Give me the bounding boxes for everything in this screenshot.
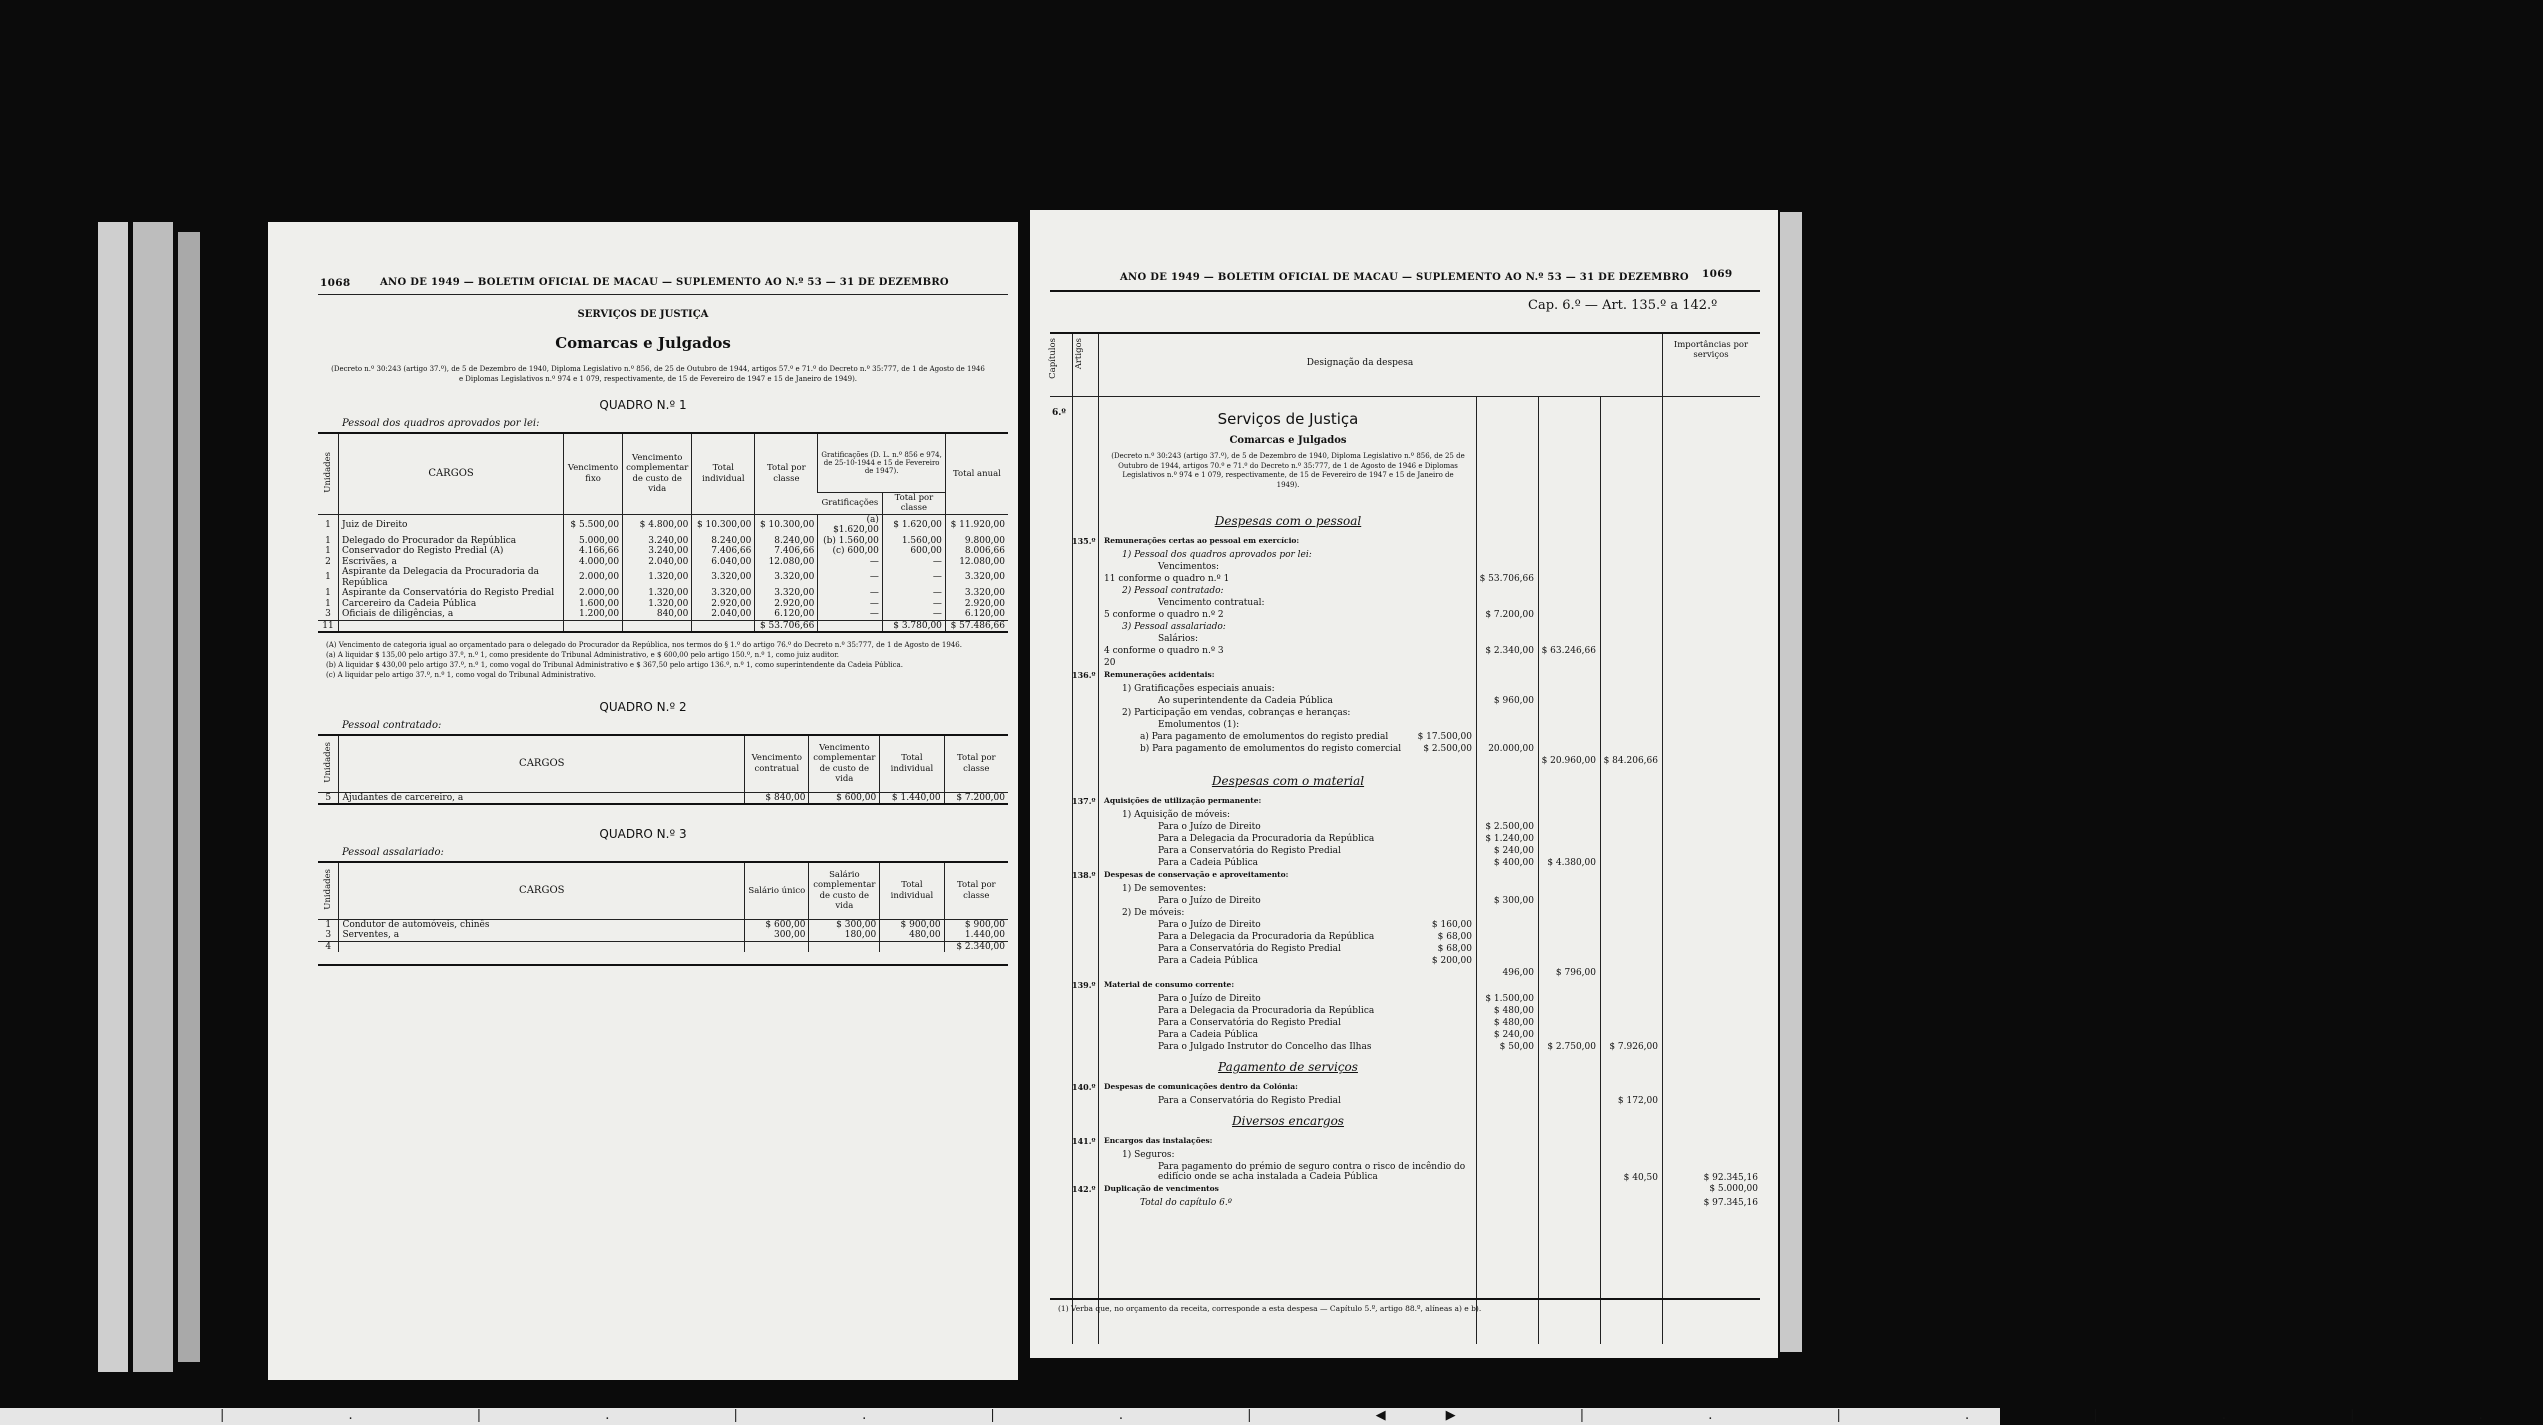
table-row bbox=[318, 930, 1008, 941]
cell-venc-comp: 1.320,00 bbox=[623, 567, 692, 588]
line-text: a) Para pagamento de emolumentos do registo predial bbox=[1140, 732, 1389, 742]
amount-c4: $ 97.345,16 bbox=[1703, 1198, 1758, 1208]
article-number: 138.º bbox=[1072, 870, 1096, 880]
cell-venc-comp: 3.240,00 bbox=[623, 546, 692, 557]
cell-cargo: Condutor de automóveis, chinês bbox=[339, 919, 745, 930]
cell-venc-fixo: 4.000,00 bbox=[564, 557, 623, 568]
amount-c1: $ 240,00 bbox=[1493, 1030, 1534, 1040]
cell-total-anual: $ 57.486,66 bbox=[945, 620, 1008, 632]
line-text: Para o Juízo de Direito bbox=[1158, 920, 1261, 930]
col-total-ind: Total individual bbox=[692, 434, 755, 514]
cell-venc-fixo: $ 5.500,00 bbox=[564, 514, 623, 536]
cell-total-classe: 3.320,00 bbox=[755, 588, 818, 599]
chapter-number: 6.º bbox=[1052, 408, 1066, 418]
line-text: 1) De semoventes: bbox=[1122, 884, 1207, 894]
line-text: Ao superintendente da Cadeia Pública bbox=[1158, 696, 1333, 706]
cell-grat: — bbox=[818, 567, 883, 588]
amount-c1: $ 300,00 bbox=[1493, 896, 1534, 906]
cell-total-classe: 6.120,00 bbox=[755, 609, 818, 620]
cell-cargo: Aspirante da Delegacia da Procuradoria da República bbox=[339, 567, 564, 588]
line-text: 1) Seguros: bbox=[1122, 1150, 1175, 1160]
line-text: Despesas de comunicações dentro da Colónia: bbox=[1104, 1082, 1298, 1091]
line-text: Despesas de conservação e aproveitamento: bbox=[1104, 870, 1289, 879]
quadro-3-title: QUADRO N.º 3 bbox=[599, 827, 687, 841]
table-row bbox=[318, 599, 1008, 610]
cell-venc-comp: 1.320,00 bbox=[623, 588, 692, 599]
quadro-1-title: QUADRO N.º 1 bbox=[599, 398, 687, 412]
bottom-strip bbox=[0, 1408, 2543, 1425]
cell-grat-total: — bbox=[882, 609, 945, 620]
cell-comp bbox=[809, 941, 880, 952]
article-number: 136.º bbox=[1072, 670, 1096, 680]
line-text: 3) Pessoal assalariado: bbox=[1122, 622, 1226, 632]
table-row bbox=[318, 609, 1008, 620]
amount-c3: $ 40,50 bbox=[1623, 1173, 1658, 1183]
cell-total-classe: $ 10.300,00 bbox=[755, 514, 818, 536]
cell-venc-comp: 3.240,00 bbox=[623, 536, 692, 547]
amount-c1: $ 240,00 bbox=[1493, 846, 1534, 856]
cell-grat: (c) 600,00 bbox=[818, 546, 883, 557]
amount-c1: $ 7.200,00 bbox=[1485, 610, 1534, 620]
table-row bbox=[318, 567, 1008, 588]
note-line: (b) A liquidar $ 430,00 pelo artigo 37.º, n.º 1, como vogal do Tribunal Administrativo e $ 367,50 pelo artigo 136.º, n.º 1, como superintendente da Cadeia Pública. bbox=[326, 661, 903, 669]
cell-sal: 300,00 bbox=[745, 930, 809, 941]
decree-note: (Decreto n.º 30:243 (artigo 37.º), de 5 de Dezembro de 1940, Diploma Legislativo n.º 856, de 25 de Outubro de 1944, artigos 57.º e 71.º do Decreto n.º 35:777, de 1 de Agosto de 1946 e Diplomas Legislativos n.º 974 e 1 079, respectivamente, de 15 de Fevereiro de 1947 e 15 de Janeiro de 1949). bbox=[331, 365, 985, 383]
table-row bbox=[318, 536, 1008, 547]
cell-unidades: 1 bbox=[325, 588, 331, 598]
cell-grat-total: — bbox=[882, 557, 945, 568]
cell-unidades: 11 bbox=[322, 620, 334, 631]
cell-ind: 480,00 bbox=[880, 930, 944, 941]
cell-grat-total: $ 3.780,00 bbox=[882, 620, 945, 632]
line-text: Remunerações acidentais: bbox=[1104, 670, 1215, 679]
amount-c3: $ 172,00 bbox=[1617, 1096, 1658, 1106]
col-comp: Vencimento complementar de custo de vida bbox=[809, 736, 880, 792]
quadro-1-notes bbox=[326, 640, 1006, 680]
amount-c3: $ 7.926,00 bbox=[1609, 1042, 1658, 1052]
line-text: Para a Conservatória do Registo Predial bbox=[1158, 846, 1341, 856]
line-text: Para a Conservatória do Registo Predial bbox=[1158, 1096, 1341, 1106]
cell-total-ind bbox=[692, 620, 755, 632]
section-title: SERVIÇOS DE JUSTIÇA bbox=[577, 309, 709, 320]
col-grat-total: Total por classe bbox=[882, 492, 945, 514]
table-row bbox=[318, 546, 1008, 557]
right-page bbox=[1030, 210, 1778, 1358]
cell-unidades: 1 bbox=[325, 919, 332, 930]
cell-total-anual: 3.320,00 bbox=[945, 588, 1008, 599]
line-text: Para o Juízo de Direito bbox=[1158, 994, 1261, 1004]
footnote: (1) Verba que, no orçamento da receita, corresponde a esta despesa — Capítulo 5.º, artigo 88.º, alíneas a) e b). bbox=[1058, 1304, 1482, 1313]
cell-classe: $ 2.340,00 bbox=[944, 941, 1008, 952]
cell-total-classe: 3.320,00 bbox=[755, 567, 818, 588]
cell-venc-comp: 840,00 bbox=[623, 609, 692, 620]
article-number: 140.º bbox=[1072, 1082, 1096, 1092]
amount-c0: $ 17.500,00 bbox=[1417, 732, 1472, 742]
col-comp: Salário complementar de custo de vida bbox=[809, 863, 880, 919]
amount-c1: 496,00 bbox=[1502, 968, 1534, 978]
cell-total-classe: 12.080,00 bbox=[755, 557, 818, 568]
cell-total-anual: $ 11.920,00 bbox=[945, 514, 1008, 536]
cell-venc-fixo: 1.600,00 bbox=[564, 599, 623, 610]
section-subtitle: Comarcas e Julgados bbox=[1229, 435, 1347, 446]
cell-unidades: 1 bbox=[325, 546, 331, 556]
book-edge bbox=[1780, 212, 1802, 1352]
decree-note: (Decreto n.º 30:243 (artigo 37.º), de 5 de Dezembro de 1940, Diploma Legislativo n.º 856, de 25 de Outubro de 1944, artigos 70.º e 71.º do Decreto n.º 35:777, de 1 de Agosto de 1946 e Diplomas Legislativos n.º 974 e 1 079, respectivamente, de 15 de Fevereiro de 1947 e 15 de Janeiro de 1949). bbox=[1111, 452, 1465, 489]
amount-c1: $ 400,00 bbox=[1493, 858, 1534, 868]
book-edge bbox=[178, 232, 200, 1362]
amount-c0: $ 200,00 bbox=[1431, 956, 1472, 966]
cell-venc: $ 840,00 bbox=[745, 792, 809, 804]
article-number: 141.º bbox=[1072, 1136, 1096, 1146]
col-classe: Total por classe bbox=[944, 736, 1008, 792]
cell-cargo: Oficiais de diligências, a bbox=[339, 609, 564, 620]
cell-unidades: 4 bbox=[325, 941, 332, 952]
cell-venc-comp: $ 4.800,00 bbox=[623, 514, 692, 536]
amount-c1: $ 480,00 bbox=[1493, 1006, 1534, 1016]
heading-text: Pagamento de serviços bbox=[1218, 1060, 1358, 1074]
cell-grat: — bbox=[818, 557, 883, 568]
line-text: Duplicação de vencimentos bbox=[1104, 1184, 1219, 1193]
cell-grat: — bbox=[818, 588, 883, 599]
amount-c0: $ 68,00 bbox=[1437, 944, 1472, 954]
note-line: (c) A liquidar pelo artigo 37.º, n.º 1, como vogal do Tribunal Administrativo. bbox=[326, 671, 596, 679]
cell-unidades: 1 bbox=[325, 535, 331, 546]
line-text: Para a Delegacia da Procuradoria da República bbox=[1158, 834, 1375, 844]
bottom-strip-marks: | . | . | . | . | ◀▶ | . | . | . | . bbox=[220, 1408, 2543, 1423]
cell-cargo: Serventes, a bbox=[339, 930, 745, 941]
line-text: 11 conforme o quadro n.º 1 bbox=[1104, 574, 1230, 584]
cell-cargo: Delegado do Procurador da República bbox=[339, 536, 564, 547]
cell-venc-fixo: 4.166,66 bbox=[564, 546, 623, 557]
cell-comp: $ 300,00 bbox=[809, 919, 880, 930]
note-line: (A) Vencimento de categoria igual ao orçamentado para o delegado do Procurador da República, nos termos do § 1.º do artigo 76.º do Decreto n.º 35:777, de 1 de Agosto de 1946. bbox=[326, 641, 962, 649]
amount-c1: $ 1.500,00 bbox=[1485, 994, 1534, 1004]
line-text: 2) De móveis: bbox=[1122, 908, 1185, 918]
cell-venc-fixo bbox=[564, 620, 623, 632]
amount-c0: $ 2.500,00 bbox=[1423, 744, 1472, 754]
amount-c1: $ 50,00 bbox=[1499, 1042, 1534, 1052]
line-text: Salários: bbox=[1158, 634, 1199, 644]
cell-unidades: 5 bbox=[325, 792, 332, 803]
quadro-3-subtitle: Pessoal assalariado: bbox=[342, 847, 444, 858]
cell-grat: — bbox=[818, 609, 883, 620]
line-text: 1) Gratificações especiais anuais: bbox=[1122, 684, 1275, 694]
line-text: 5 conforme o quadro n.º 2 bbox=[1104, 610, 1224, 620]
col-grat: Gratificações bbox=[818, 492, 883, 514]
col-unidades: Unidades bbox=[322, 868, 333, 910]
cell-cargo: Conservador do Registo Predial (A) bbox=[339, 546, 564, 557]
cell-unidades: 3 bbox=[325, 609, 331, 619]
line-text: Para pagamento do prémio de seguro contra o risco de incêndio do edifício onde se acha instalada a Cadeia Pública bbox=[1158, 1162, 1466, 1182]
col-importancias: Importâncias por serviços bbox=[1673, 340, 1749, 360]
cell-venc-fixo: 1.200,00 bbox=[564, 609, 623, 620]
amount-c2: $ 63.246,66 bbox=[1541, 646, 1596, 656]
col-cargos: CARGOS bbox=[339, 736, 745, 792]
col-designacao: Designação da despesa bbox=[1306, 358, 1414, 368]
line-text: Para o Julgado Instrutor do Concelho das Ilhas bbox=[1158, 1042, 1372, 1052]
cell-venc-comp: 2.040,00 bbox=[623, 557, 692, 568]
line-text: Remunerações certas ao pessoal em exercício: bbox=[1104, 536, 1300, 545]
cell-unidades: 2 bbox=[325, 556, 331, 567]
amount-c0: $ 68,00 bbox=[1437, 932, 1472, 942]
cell-total-classe: 8.240,00 bbox=[755, 536, 818, 547]
heading-text: Despesas com o material bbox=[1211, 774, 1365, 788]
line-text: Para a Conservatória do Registo Predial bbox=[1158, 1018, 1341, 1028]
cell-total-anual: 2.920,00 bbox=[945, 599, 1008, 610]
cell-cargo: Ajudantes de carcereiro, a bbox=[339, 792, 745, 804]
cell-grat-total: — bbox=[882, 567, 945, 588]
page-number: 1069 bbox=[1702, 268, 1733, 280]
line-text: Aquisições de utilização permanente: bbox=[1104, 796, 1262, 805]
cell-grat: — bbox=[818, 599, 883, 610]
cell-ind: $ 1.440,00 bbox=[880, 792, 944, 804]
col-unidades: Unidades bbox=[322, 741, 333, 783]
line-text: Vencimentos: bbox=[1158, 562, 1220, 572]
cell-total-classe: 2.920,00 bbox=[755, 599, 818, 610]
col-cargos: CARGOS bbox=[339, 863, 745, 919]
cell-cargo bbox=[339, 941, 745, 952]
cell-total-ind: 3.320,00 bbox=[692, 567, 755, 588]
cell-total-anual: 3.320,00 bbox=[945, 567, 1008, 588]
cell-grat-total: — bbox=[882, 599, 945, 610]
cell-classe: $ 7.200,00 bbox=[944, 792, 1008, 804]
cell-grat: (b) 1.560,00 bbox=[818, 536, 883, 547]
total-row bbox=[318, 620, 1008, 632]
amount-c2: $ 2.750,00 bbox=[1547, 1042, 1596, 1052]
cell-unidades: 3 bbox=[325, 930, 332, 940]
cell-total-anual: 6.120,00 bbox=[945, 609, 1008, 620]
line-text: Para a Delegacia da Procuradoria da República bbox=[1158, 932, 1375, 942]
section-title: Serviços de Justiça bbox=[1217, 410, 1359, 428]
quadro-1-table bbox=[318, 434, 1008, 633]
col-total-classe: Total por classe bbox=[755, 434, 818, 514]
line-text: Para a Cadeia Pública bbox=[1158, 1030, 1258, 1040]
table-row bbox=[318, 557, 1008, 568]
line-text: Para o Juízo de Direito bbox=[1158, 896, 1261, 906]
line-text: Para a Cadeia Pública bbox=[1158, 956, 1258, 966]
cell-venc-comp bbox=[623, 620, 692, 632]
cell-cargo: Carcereiro da Cadeia Pública bbox=[339, 599, 564, 610]
cell-venc-fixo: 5.000,00 bbox=[564, 536, 623, 547]
chapter-label: Cap. 6.º — Art. 135.º a 142.º bbox=[1528, 298, 1718, 313]
cell-total-ind: 2.920,00 bbox=[692, 599, 755, 610]
col-ind: Total individual bbox=[880, 863, 944, 919]
line-text: Para a Delegacia da Procuradoria da República bbox=[1158, 1006, 1375, 1016]
cell-cargo: Aspirante da Conservatória do Registo Predial bbox=[339, 588, 564, 599]
cell-grat bbox=[818, 620, 883, 632]
amount-c4: $ 92.345,16 bbox=[1703, 1173, 1758, 1183]
line-text: Material de consumo corrente: bbox=[1104, 980, 1235, 989]
cell-venc-fixo: 2.000,00 bbox=[564, 588, 623, 599]
col-capitulos: Capítulos bbox=[1048, 338, 1058, 379]
amount-c1: $ 1.240,00 bbox=[1485, 834, 1534, 844]
cell-total-classe: $ 53.706,66 bbox=[755, 620, 818, 632]
cell-unidades: 1 bbox=[325, 519, 331, 530]
heading-text: Despesas com o pessoal bbox=[1214, 514, 1362, 528]
cell-venc-comp: 1.320,00 bbox=[623, 599, 692, 610]
cell-ind bbox=[880, 941, 944, 952]
book-edge bbox=[98, 222, 128, 1372]
amount-c2: $ 4.380,00 bbox=[1547, 858, 1596, 868]
col-cargos: CARGOS bbox=[339, 434, 564, 514]
col-sal: Salário único bbox=[745, 863, 809, 919]
article-number: 135.º bbox=[1072, 536, 1096, 546]
cell-total-anual: 12.080,00 bbox=[945, 557, 1008, 568]
left-page bbox=[268, 222, 1018, 1380]
running-header: ANO DE 1949 — BOLETIM OFICIAL DE MACAU — SUPLEMENTO AO N.º 53 — 31 DE DEZEMBRO bbox=[380, 277, 949, 288]
line-text: Para o Juízo de Direito bbox=[1158, 822, 1261, 832]
col-unidades: Unidades bbox=[322, 451, 333, 493]
cell-total-ind: 3.320,00 bbox=[692, 588, 755, 599]
cell-total-ind: 2.040,00 bbox=[692, 609, 755, 620]
running-header: ANO DE 1949 — BOLETIM OFICIAL DE MACAU — SUPLEMENTO AO N.º 53 — 31 DE DEZEMBRO bbox=[1120, 272, 1689, 283]
cell-venc-fixo: 2.000,00 bbox=[564, 567, 623, 588]
cell-total-anual: 8.006,66 bbox=[945, 546, 1008, 557]
quadro-2-subtitle: Pessoal contratado: bbox=[342, 720, 442, 731]
line-text: Emolumentos (1): bbox=[1158, 720, 1240, 730]
note-line: (a) A liquidar $ 135,00 pelo artigo 37.º, n.º 1, como presidente do Tribunal Administrativo, e $ 600,00 pelo artigo 150.º, n.º 1, como juiz auditor. bbox=[326, 651, 839, 659]
book-edge bbox=[133, 222, 173, 1372]
cell-ind: $ 900,00 bbox=[880, 919, 944, 930]
cell-total-ind: 7.406,66 bbox=[692, 546, 755, 557]
article-number: 139.º bbox=[1072, 980, 1096, 990]
col-classe: Total por classe bbox=[944, 863, 1008, 919]
cell-sal bbox=[745, 941, 809, 952]
article-number: 142.º bbox=[1072, 1184, 1096, 1194]
cell-grat-total: 1.560,00 bbox=[882, 536, 945, 547]
cell-grat-total: $ 1.620,00 bbox=[882, 514, 945, 536]
col-venc: Vencimento contratual bbox=[745, 736, 809, 792]
cell-grat: (a) $1.620,00 bbox=[818, 514, 883, 536]
cell-comp: 180,00 bbox=[809, 930, 880, 941]
cell-total-ind: $ 10.300,00 bbox=[692, 514, 755, 536]
line-text: 4 conforme o quadro n.º 3 bbox=[1104, 646, 1224, 656]
col-venc-comp: Vencimento complementar de custo de vida bbox=[623, 434, 692, 514]
quadro-2-table bbox=[318, 736, 1008, 805]
line-text: 2) Participação em vendas, cobranças e heranças: bbox=[1122, 708, 1351, 718]
col-total-anual: Total anual bbox=[945, 434, 1008, 514]
cell-total-anual: 9.800,00 bbox=[945, 536, 1008, 547]
line-text: Vencimento contratual: bbox=[1158, 598, 1265, 608]
line-text: Para a Conservatória do Registo Predial bbox=[1158, 944, 1341, 954]
cell-unidades: 1 bbox=[325, 572, 331, 583]
amount-c4: $ 5.000,00 bbox=[1709, 1184, 1758, 1194]
table-row bbox=[318, 919, 1008, 930]
cell-cargo: Juiz de Direito bbox=[339, 514, 564, 536]
line-text: Encargos das instalações: bbox=[1104, 1136, 1213, 1145]
col-artigos: Artigos bbox=[1074, 338, 1084, 370]
amount-c1: $ 2.340,00 bbox=[1485, 646, 1534, 656]
line-text: 2) Pessoal contratado: bbox=[1122, 586, 1224, 596]
cell-grat-total: 600,00 bbox=[882, 546, 945, 557]
line-text: 1) Pessoal dos quadros aprovados por lei: bbox=[1122, 550, 1312, 560]
line-text: 1) Aquisição de móveis: bbox=[1122, 810, 1231, 820]
table-row bbox=[318, 588, 1008, 599]
quadro-1-subtitle: Pessoal dos quadros aprovados por lei: bbox=[342, 418, 540, 429]
amount-c1: 20.000,00 bbox=[1488, 744, 1534, 754]
line-text: Para a Cadeia Pública bbox=[1158, 858, 1258, 868]
amount-c1: $ 2.500,00 bbox=[1485, 822, 1534, 832]
col-ind: Total individual bbox=[880, 736, 944, 792]
col-venc-fixo: Vencimento fixo bbox=[564, 434, 623, 514]
quadro-2-title: QUADRO N.º 2 bbox=[599, 700, 687, 714]
table-row bbox=[318, 792, 1008, 804]
amount-c1: $ 53.706,66 bbox=[1479, 574, 1534, 584]
article-number: 137.º bbox=[1072, 796, 1096, 806]
cell-classe: $ 900,00 bbox=[944, 919, 1008, 930]
cell-sal: $ 600,00 bbox=[745, 919, 809, 930]
line-text: 20 bbox=[1104, 658, 1116, 668]
amount-c2: $ 796,00 bbox=[1555, 968, 1596, 978]
amount-c1: $ 480,00 bbox=[1493, 1018, 1534, 1028]
amount-c2: $ 20.960,00 bbox=[1541, 756, 1596, 766]
cell-comp: $ 600,00 bbox=[809, 792, 880, 804]
amount-c0: $ 160,00 bbox=[1431, 920, 1472, 930]
cell-cargo bbox=[339, 620, 564, 632]
cell-classe: 1.440,00 bbox=[944, 930, 1008, 941]
line-text: Total do capítulo 6.º bbox=[1140, 1198, 1232, 1208]
line-text: b) Para pagamento de emolumentos do registo comercial bbox=[1140, 744, 1402, 754]
amount-c3: $ 84.206,66 bbox=[1603, 756, 1658, 766]
page-title: Comarcas e Julgados bbox=[555, 334, 731, 352]
table-row bbox=[318, 514, 1008, 536]
total-row bbox=[318, 941, 1008, 952]
cell-total-classe: 7.406,66 bbox=[755, 546, 818, 557]
cell-grat-total: — bbox=[882, 588, 945, 599]
cell-total-ind: 8.240,00 bbox=[692, 536, 755, 547]
col-grat-group: Gratificações (D. L. n.º 856 e 974, de 25-10-1944 e 15 de Fevereiro de 1947). bbox=[818, 434, 946, 492]
page-number: 1068 bbox=[320, 277, 351, 289]
heading-text: Diversos encargos bbox=[1232, 1114, 1344, 1128]
amount-c1: $ 960,00 bbox=[1493, 696, 1534, 706]
cell-unidades: 1 bbox=[325, 598, 331, 609]
quadro-3-table bbox=[318, 863, 1008, 952]
cell-cargo: Escrivães, a bbox=[339, 557, 564, 568]
cell-total-ind: 6.040,00 bbox=[692, 557, 755, 568]
